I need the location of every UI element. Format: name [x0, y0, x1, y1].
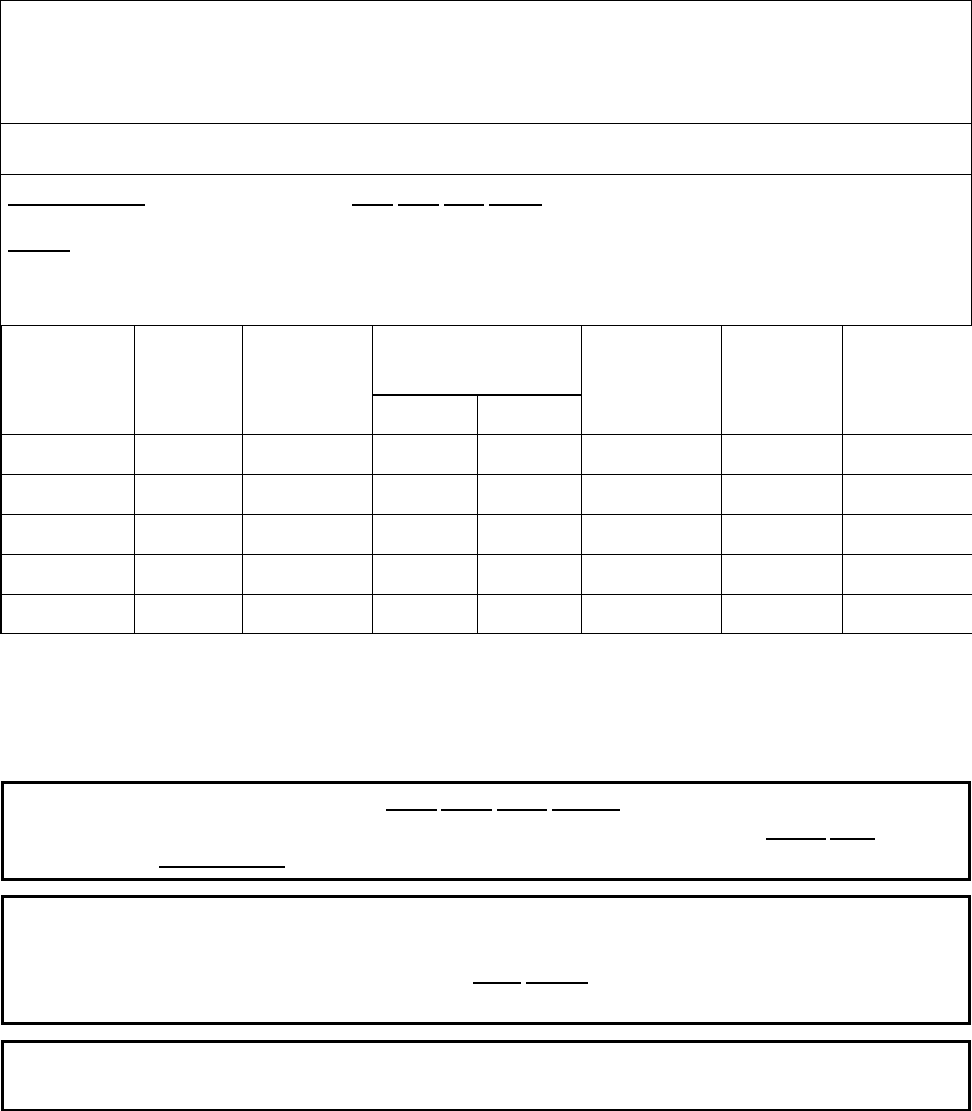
table-cell[interactable] [581, 435, 721, 475]
table-cell[interactable] [477, 555, 581, 595]
table-cell[interactable] [372, 595, 477, 634]
table-cell[interactable] [242, 595, 372, 634]
table-cell[interactable] [477, 515, 581, 555]
info-blank-line[interactable] [8, 204, 145, 206]
box1-blank-line[interactable] [441, 809, 492, 811]
table-row [1, 475, 972, 515]
table-cell[interactable] [134, 555, 242, 595]
table-cell[interactable] [842, 475, 972, 515]
box1-blank-line[interactable] [386, 809, 437, 811]
table-cell[interactable] [1, 555, 134, 595]
table-cell[interactable] [721, 475, 842, 515]
table-cell[interactable] [1, 515, 134, 555]
table-cell[interactable] [1, 475, 134, 515]
table-cell[interactable] [372, 515, 477, 555]
box2-blank-line[interactable] [473, 982, 521, 984]
table-cell[interactable] [721, 595, 842, 634]
data-table [0, 325, 972, 634]
table-cell[interactable] [721, 555, 842, 595]
table-cell[interactable] [134, 435, 242, 475]
table-cell[interactable] [721, 515, 842, 555]
table-cell[interactable] [842, 435, 972, 475]
form-subheader [0, 123, 972, 175]
table-cell[interactable] [477, 435, 581, 475]
table-header-cell [242, 326, 372, 435]
form-box-2 [1, 895, 971, 1025]
table-cell[interactable] [842, 555, 972, 595]
table-header-group-cell [372, 326, 581, 395]
table-cell[interactable] [477, 595, 581, 634]
table-cell[interactable] [372, 435, 477, 475]
table-cell[interactable] [242, 555, 372, 595]
info-blank-line[interactable] [489, 204, 542, 206]
form-box-3 [1, 1040, 971, 1111]
table-cell[interactable] [134, 475, 242, 515]
info-blank-line[interactable] [444, 204, 484, 206]
table-row [1, 555, 972, 595]
table-cell[interactable] [134, 515, 242, 555]
table-header-cell [134, 326, 242, 435]
table-header-cell [842, 326, 972, 435]
table-cell[interactable] [842, 515, 972, 555]
table-cell[interactable] [721, 435, 842, 475]
table-row [1, 515, 972, 555]
table-cell[interactable] [581, 555, 721, 595]
table-cell[interactable] [581, 515, 721, 555]
table-cell[interactable] [372, 475, 477, 515]
table-cell[interactable] [242, 515, 372, 555]
table-cell[interactable] [581, 595, 721, 634]
table-cell[interactable] [242, 475, 372, 515]
table-cell[interactable] [1, 595, 134, 634]
table-row [1, 435, 972, 475]
table-cell[interactable] [842, 595, 972, 634]
info-blank-line[interactable] [352, 204, 393, 206]
table-header-cell [721, 326, 842, 435]
table-cell[interactable] [477, 475, 581, 515]
table-cell[interactable] [581, 475, 721, 515]
form-header [0, 0, 972, 124]
table-cell[interactable] [1, 435, 134, 475]
box1-blank-line[interactable] [766, 838, 826, 840]
box1-blank-line[interactable] [830, 838, 875, 840]
box2-blank-line[interactable] [526, 982, 588, 984]
table-cell[interactable] [242, 435, 372, 475]
box1-blank-line[interactable] [497, 809, 547, 811]
info-blank-line[interactable] [8, 250, 70, 252]
form-box-1 [1, 781, 971, 881]
info-blank-line[interactable] [398, 204, 439, 206]
table-subheader-cell [477, 395, 581, 435]
table-header-cell [581, 326, 721, 435]
table-row [1, 595, 972, 634]
box1-blank-line[interactable] [552, 809, 620, 811]
table-cell[interactable] [372, 555, 477, 595]
table-header-cell [1, 326, 134, 435]
box1-blank-line[interactable] [159, 866, 285, 868]
table-cell[interactable] [134, 595, 242, 634]
info-section [0, 174, 972, 326]
table-subheader-cell [372, 395, 477, 435]
